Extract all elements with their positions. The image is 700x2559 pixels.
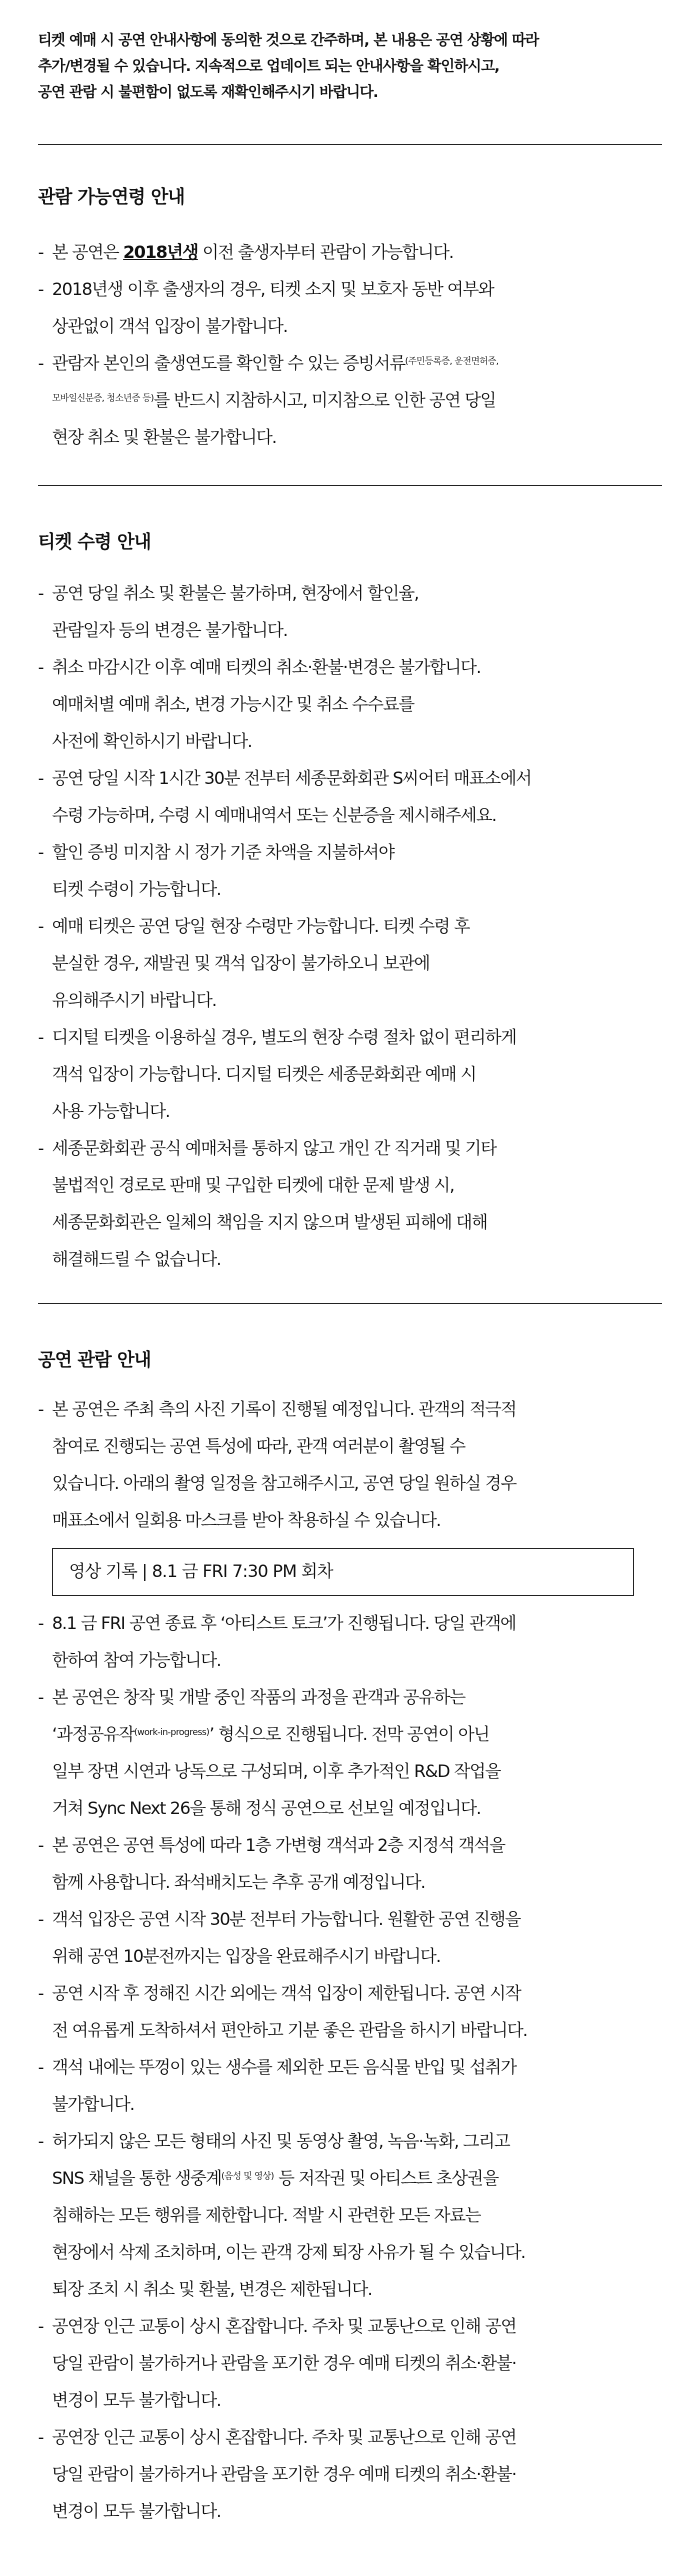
ticket-list (38, 576, 662, 1279)
list-item: - 공연장 인근 교통이 상시 혼잡합니다. 주차 및 교통난으로 인해 공연 당일 관람이 불가하거나 관람을 포기한 경우 예매 티켓의 취소·환불· 변경이 모두 불가합니다. (38, 2420, 662, 2531)
age-list (38, 235, 662, 457)
list-item: - 취소 마감시간 이후 예매 티켓의 취소·환불·변경은 불가합니다. 예매처별 예매 취소, 변경 가능시간 및 취소 수수료를 사전에 확인하시기 바랍니다. (38, 650, 662, 761)
birth-year-highlight: 2018년생 (123, 243, 198, 263)
age-section (38, 145, 662, 457)
section-title-watch: 공연 관람 안내 (38, 1350, 151, 1371)
list-item: - 공연 당일 취소 및 환불은 불가하며, 현장에서 할인율, 관람일자 등의 변경은 불가합니다. (38, 576, 662, 650)
list-item: - 본 공연은 2018년생 이전 출생자부터 관람이 가능합니다. (38, 235, 662, 272)
list-item: - 2018년생 이후 출생자의 경우, 티켓 소지 및 보호자 동반 여부와 상관없이 객석 입장이 불가합니다. (38, 272, 662, 346)
watch-list-a (38, 1392, 662, 1540)
video-recording-box: 영상 기록 | 8.1 금 FRI 7:30 PM 회차 (52, 1548, 634, 1596)
audio-video-note: (음성 및 영상) (221, 2172, 274, 2182)
watch-list-b (38, 1606, 662, 2531)
intro-text: 티켓 예매 시 공연 안내사항에 동의한 것으로 간주하며, 본 내용은 공연 상황에 따라 추가/변경될 수 있습니다. 지속적으로 업데이트 되는 안내사항을 확인하시고, 공연 관람 시 불편함이 없도록 재확인해주시기 바랍니다. (38, 33, 539, 101)
list-item: - 할인 증빙 미지참 시 정가 기준 차액을 지불하셔야 티켓 수령이 가능합니다. (38, 835, 662, 909)
list-item: - 객석 내에는 뚜껑이 있는 생수를 제외한 모든 음식물 반입 및 섭취가 불가합니다. (38, 2050, 662, 2124)
list-item: - 공연장 인근 교통이 상시 혼잡합니다. 주차 및 교통난으로 인해 공연 당일 관람이 불가하거나 관람을 포기한 경우 예매 티켓의 취소·환불· 변경이 모두 불가합니다. (38, 2309, 662, 2420)
list-item: - 객석 입장은 공연 시작 30분 전부터 가능합니다. 원활한 공연 진행을 위해 공연 10분전까지는 입장을 완료해주시기 바랍니다. (38, 1902, 662, 1976)
id-docs-note-2: 모바일신분증, 청소년증 등) (52, 394, 154, 404)
watch-section (38, 1304, 662, 2531)
ticket-section (38, 486, 662, 1279)
list-item: - 공연 당일 시작 1시간 30분 전부터 세종문화회관 S씨어터 매표소에서 수령 가능하며, 수령 시 예매내역서 또는 신분증을 제시해주세요. (38, 761, 662, 835)
list-item: - 디지털 티켓을 이용하실 경우, 별도의 현장 수령 절차 없이 편리하게 객석 입장이 가능합니다. 디지털 티켓은 세종문화회관 예매 시 사용 가능합니다. (38, 1020, 662, 1131)
list-item: - 허가되지 않은 모든 형태의 사진 및 동영상 촬영, 녹음·녹화, 그리고 SNS 채널을 통한 생중계$^{(음성 및 영상)}$ 등 저작권 및 아티스트 초상권을 침해하는 모든 행위를 제한합니다. 적발 시 관련한 모든 자료는 현장에서 삭제 조치하며, 이는 관객 강제 퇴장 사유가 될 수 있습니다. 퇴장 조치 시 취소 및 환불, 변경은 제한됩니다. (38, 2124, 662, 2309)
section-title-age: 관람 가능연령 안내 (38, 187, 185, 208)
id-docs-note-1: (주민등록증, 운전면허증, (404, 357, 499, 367)
list-item: - 본 공연은 주최 측의 사진 기록이 진행될 예정입니다. 관객의 적극적 참여로 진행되는 공연 특성에 따라, 관객 여러분이 촬영될 수 있습니다. 아래의 촬영 일정을 참고해주시고, 공연 당일 원하실 경우 매표소에서 일회용 마스크를 받아 착용하실 수 있습니다. (38, 1392, 662, 1540)
list-item: - 예매 티켓은 공연 당일 현장 수령만 가능합니다. 티켓 수령 후 분실한 경우, 재발권 및 객석 입장이 불가하오니 보관에 유의해주시기 바랍니다. (38, 909, 662, 1020)
list-item: - 세종문화회관 공식 예매처를 통하지 않고 개인 간 직거래 및 기타 불법적인 경로로 판매 및 구입한 티켓에 대한 문제 발생 시, 세종문화회관은 일체의 책임을 지지 않으며 발생된 피해에 대해 해결해드릴 수 없습니다. (38, 1131, 662, 1279)
list-item: - 8.1 금 FRI 공연 종료 후 ‘아티스트 토크’가 진행됩니다. 당일 관객에 한하여 참여 가능합니다. (38, 1606, 662, 1680)
section-title-ticket: 티켓 수령 안내 (38, 532, 151, 553)
list-item: - 본 공연은 창작 및 개발 중인 작품의 과정을 관객과 공유하는 ‘과정공유작$^{(work-in-progress)}$’ 형식으로 진행됩니다. 전막 공연이 아닌 일부 장면 시연과 낭독으로 구성되며, 이후 추가적인 R&D 작업을 거쳐 Sync Next 26을 통해 정식 공연으로 선보일 예정입니다. (38, 1680, 662, 1828)
list-item: - 관람자 본인의 출생연도를 확인할 수 있는 증빙서류$^{(주민등록증, 운전면허증,}$ $^{모바일신분증, 청소년증 등)}$를 반드시 지참하시고, 미지참으로 인한 공연 당일 현장 취소 및 환불은 불가합니다. (38, 346, 662, 457)
list-item: - 본 공연은 공연 특성에 따라 1층 가변형 객석과 2층 지정석 객석을 함께 사용합니다. 좌석배치도는 추후 공개 예정입니다. (38, 1828, 662, 1902)
list-item: - 공연 시작 후 정해진 시간 외에는 객석 입장이 제한됩니다. 공연 시작 전 여유롭게 도착하셔서 편안하고 기분 좋은 관람을 하시기 바랍니다. (38, 1976, 662, 2050)
work-in-progress-note: (work-in-progress) (134, 1728, 210, 1738)
